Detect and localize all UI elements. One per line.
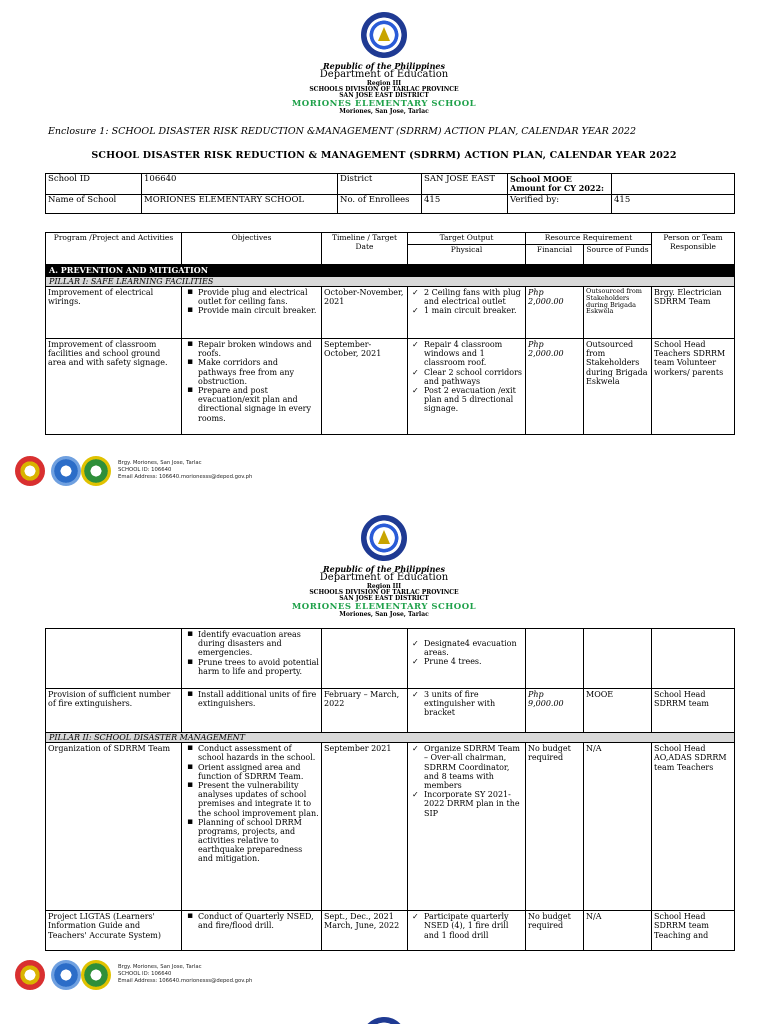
col-resource: Resource Requirement	[526, 233, 652, 245]
objective-item: ▪ Install additional units of fire extinguishers.	[184, 690, 319, 708]
col-source: Source of Funds	[584, 244, 652, 264]
section-a-heading: A. PREVENTION AND MITIGATION	[46, 264, 735, 276]
timeline-cell: February – March, 2022	[322, 689, 408, 733]
table-row	[46, 287, 735, 339]
person-cell: School Head SDRRM team Teaching and	[652, 911, 735, 951]
deped-seal-logo	[361, 12, 407, 58]
division-logo-icon	[51, 456, 81, 486]
physical-cell	[408, 629, 526, 689]
deped-seal-logo	[361, 515, 407, 561]
physical-item: ✓ Organize SDRRM Team – Over-all chairman, SDRRM Coordinator, and 8 teams with members	[410, 744, 523, 790]
person-cell: School Head AO,ADAS SDRRM team Teachers	[652, 743, 735, 911]
physical-item: ✓ Designate4 evacuation areas.	[410, 639, 523, 657]
header-department: Department of Education	[319, 69, 449, 81]
page-1	[0, 0, 768, 500]
physical-cell	[408, 689, 526, 733]
division-logo-icon	[51, 960, 81, 990]
letterhead	[0, 62, 768, 115]
objective-item: ▪ Provide plug and electrical outlet for ceiling fans.	[184, 288, 319, 306]
district-label: District	[338, 174, 422, 195]
school-id-label: School ID	[46, 174, 142, 195]
objective-item: ▪ Make corridors and pathways free from any obstruction.	[184, 358, 319, 386]
table-row	[46, 629, 735, 689]
source-cell: N/A	[584, 743, 652, 911]
col-program: Program /Project and Activities	[46, 233, 182, 265]
physical-item: ✓ 1 main circuit breaker.	[410, 306, 523, 315]
objectives-cell	[182, 629, 322, 689]
enclosure-title: Enclosure 1: SCHOOL DISASTER RISK REDUCTION &MANAGEMENT (SDRRM) ACTION PLAN, CALENDAR YEAR 2022	[48, 126, 637, 137]
source-cell: Outsourced from Stakeholders during Brigada Eskwela	[584, 287, 652, 339]
footer-contact	[118, 460, 252, 481]
pillar-2-heading: PILLAR II: SCHOOL DISASTER MANAGEMENT	[46, 733, 735, 743]
enrollees-label: No. of Enrollees	[338, 194, 422, 213]
financial-cell: Php 9,000.00	[526, 689, 584, 733]
table-row	[46, 339, 735, 435]
physical-item: ✓ Clear 2 school corridors and pathways	[410, 368, 523, 386]
objective-item: ▪ Conduct of Quarterly NSED, and fire/flood drill.	[184, 912, 319, 930]
physical-cell	[408, 339, 526, 435]
objective-item: ▪ Prepare and post evacuation/exit plan and directional signage in every rooms.	[184, 386, 319, 423]
verified-label: Verified by:	[508, 194, 612, 213]
header-address: Moriones, San Jose, Tarlac	[339, 107, 429, 115]
physical-cell	[408, 287, 526, 339]
objective-item: ▪ Identify evacuation areas during disasters and emergencies.	[184, 630, 319, 658]
financial-cell: Php 2,000.00	[526, 339, 584, 435]
timeline-cell	[322, 629, 408, 689]
col-target-output: Target Output	[408, 233, 526, 245]
header-school: MORIONES ELEMENTARY SCHOOL	[291, 98, 477, 109]
header-republic: Republic of the Philippines	[322, 61, 445, 71]
source-cell	[584, 629, 652, 689]
school-logo-icon	[15, 960, 45, 990]
physical-item: ✓ Participate quarterly NSED (4), 1 fire drill and 1 flood drill	[410, 912, 523, 940]
action-plan-table-p2	[45, 628, 735, 951]
header-division: SCHOOLS DIVISION OF TARLAC PROVINCE	[309, 589, 459, 597]
pillar-1-heading: PILLAR I: SAFE LEARNING FACILITIES	[46, 276, 735, 286]
header-district: SAN JOSE EAST DISTRICT	[339, 92, 429, 100]
header-district: SAN JOSE EAST DISTRICT	[339, 595, 429, 603]
col-person: Person or Team Responsible	[652, 233, 735, 265]
header-department: Department of Education	[319, 572, 449, 584]
district-value: SAN JOSE EAST	[422, 174, 508, 195]
source-cell: MOOE	[584, 689, 652, 733]
col-financial: Financial	[526, 244, 584, 264]
col-objectives: Objectives	[182, 233, 322, 265]
physical-cell	[408, 911, 526, 951]
footer-school-id: SCHOOL ID: 106640	[118, 467, 172, 474]
person-cell	[652, 629, 735, 689]
timeline-cell: September-October, 2021	[322, 339, 408, 435]
timeline-cell: Sept., Dec., 2021 March, June, 2022	[322, 911, 408, 951]
deped-seal-logo	[361, 1017, 407, 1024]
footer-email: Email Address: 106640.morionesss@deped.gov.ph	[118, 474, 253, 481]
school-name-label: Name of School	[46, 194, 142, 213]
physical-item: ✓ 2 Ceiling fans with plug and electrical outlet	[410, 288, 523, 306]
table-row	[46, 911, 735, 951]
program-cell: Improvement of electrical wirings.	[46, 287, 182, 339]
footer-contact	[118, 964, 252, 985]
source-cell: N/A	[584, 911, 652, 951]
page-3	[0, 1005, 768, 1024]
objective-item: ▪ Conduct assessment of school hazards in the school.	[184, 744, 319, 762]
plan-title: SCHOOL DISASTER RISK REDUCTION & MANAGEMENT (SDRRM) ACTION PLAN, CALENDAR YEAR 2022	[91, 150, 677, 161]
footer-school-id: SCHOOL ID: 106640	[118, 971, 172, 978]
header-division: SCHOOLS DIVISION OF TARLAC PROVINCE	[309, 86, 459, 94]
table-row	[46, 689, 735, 733]
physical-item: ✓ Repair 4 classroom windows and 1 classroom roof.	[410, 340, 523, 368]
district-logo-icon	[81, 456, 111, 486]
header-school: MORIONES ELEMENTARY SCHOOL	[291, 601, 477, 612]
action-plan-table-p1	[45, 232, 735, 435]
physical-item: ✓ Incorporate SY 2021-2022 DRRM plan in the SIP	[410, 790, 523, 818]
school-info-table	[45, 173, 735, 214]
objective-item: ▪ Planning of school DRRM programs, projects, and activities relative to earthquake preparedness and mitigation.	[184, 818, 319, 864]
col-physical: Physical	[408, 244, 526, 264]
table-row	[46, 743, 735, 911]
objectives-cell	[182, 743, 322, 911]
letterhead	[0, 565, 768, 618]
person-cell: Brgy. Electrician SDRRM Team	[652, 287, 735, 339]
header-republic: Republic of the Philippines	[322, 564, 445, 574]
enrollees-value: 415	[422, 194, 508, 213]
timeline-cell: September 2021	[322, 743, 408, 911]
col-timeline: Timeline / Target Date	[322, 233, 408, 265]
objective-item: ▪ Orient assigned area and function of SDRRM Team.	[184, 763, 319, 781]
header-address: Moriones, San Jose, Tarlac	[339, 610, 429, 618]
footer-address: Brgy. Moriones, San Jose, Tarlac	[118, 964, 202, 970]
physical-item: ✓ Post 2 evacuation /exit plan and 5 directional signage.	[410, 386, 523, 414]
objectives-cell	[182, 911, 322, 951]
header-region: Region III	[366, 582, 402, 590]
objectives-cell	[182, 689, 322, 733]
financial-cell: Php 2,000.00	[526, 287, 584, 339]
financial-cell	[526, 629, 584, 689]
header-region: Region III	[366, 79, 402, 87]
mooe-label: School MOOE Amount for CY 2022:	[508, 174, 612, 195]
program-cell	[46, 629, 182, 689]
district-logo-icon	[81, 960, 111, 990]
footer-address: Brgy. Moriones, San Jose, Tarlac	[118, 460, 202, 466]
objectives-cell	[182, 339, 322, 435]
objective-item: ▪ Prune trees to avoid potential harm to life and property.	[184, 658, 319, 676]
source-cell: Outsourced from Stakeholders during Brigada Eskwela	[584, 339, 652, 435]
program-cell: Project LIGTAS (Learners' Information Guide and Teachers' Accurate System)	[46, 911, 182, 951]
program-cell: Organization of SDRRM Team	[46, 743, 182, 911]
financial-cell: No budget required	[526, 911, 584, 951]
school-name-value: MORIONES ELEMENTARY SCHOOL	[142, 194, 338, 213]
program-cell: Provision of sufficient number of fire extinguishers.	[46, 689, 182, 733]
verified-value: 415	[612, 194, 735, 213]
page-2	[0, 505, 768, 1000]
person-cell: School Head Teachers SDRRM team Volunteer workers/ parents	[652, 339, 735, 435]
timeline-cell: October-November, 2021	[322, 287, 408, 339]
footer-email: Email Address: 106640.morionesss@deped.gov.ph	[118, 978, 253, 985]
financial-cell: No budget required	[526, 743, 584, 911]
physical-item: ✓ 3 units of fire extinguisher with bracket	[410, 690, 523, 718]
objectives-cell	[182, 287, 322, 339]
objective-item: ▪ Present the vulnerability analyses updates of school premises and integrate it to the school improvement plan.	[184, 781, 319, 818]
objective-item: ▪ Repair broken windows and roofs.	[184, 340, 319, 358]
school-logo-icon	[15, 456, 45, 486]
school-id-value: 106640	[142, 174, 338, 195]
physical-cell	[408, 743, 526, 911]
program-cell: Improvement of classroom facilities and school ground area and with safety signage.	[46, 339, 182, 435]
physical-item: ✓ Prune 4 trees.	[410, 657, 523, 666]
mooe-value	[612, 174, 735, 195]
person-cell: School Head SDRRM team	[652, 689, 735, 733]
objective-item: ▪ Provide main circuit breaker.	[184, 306, 319, 315]
